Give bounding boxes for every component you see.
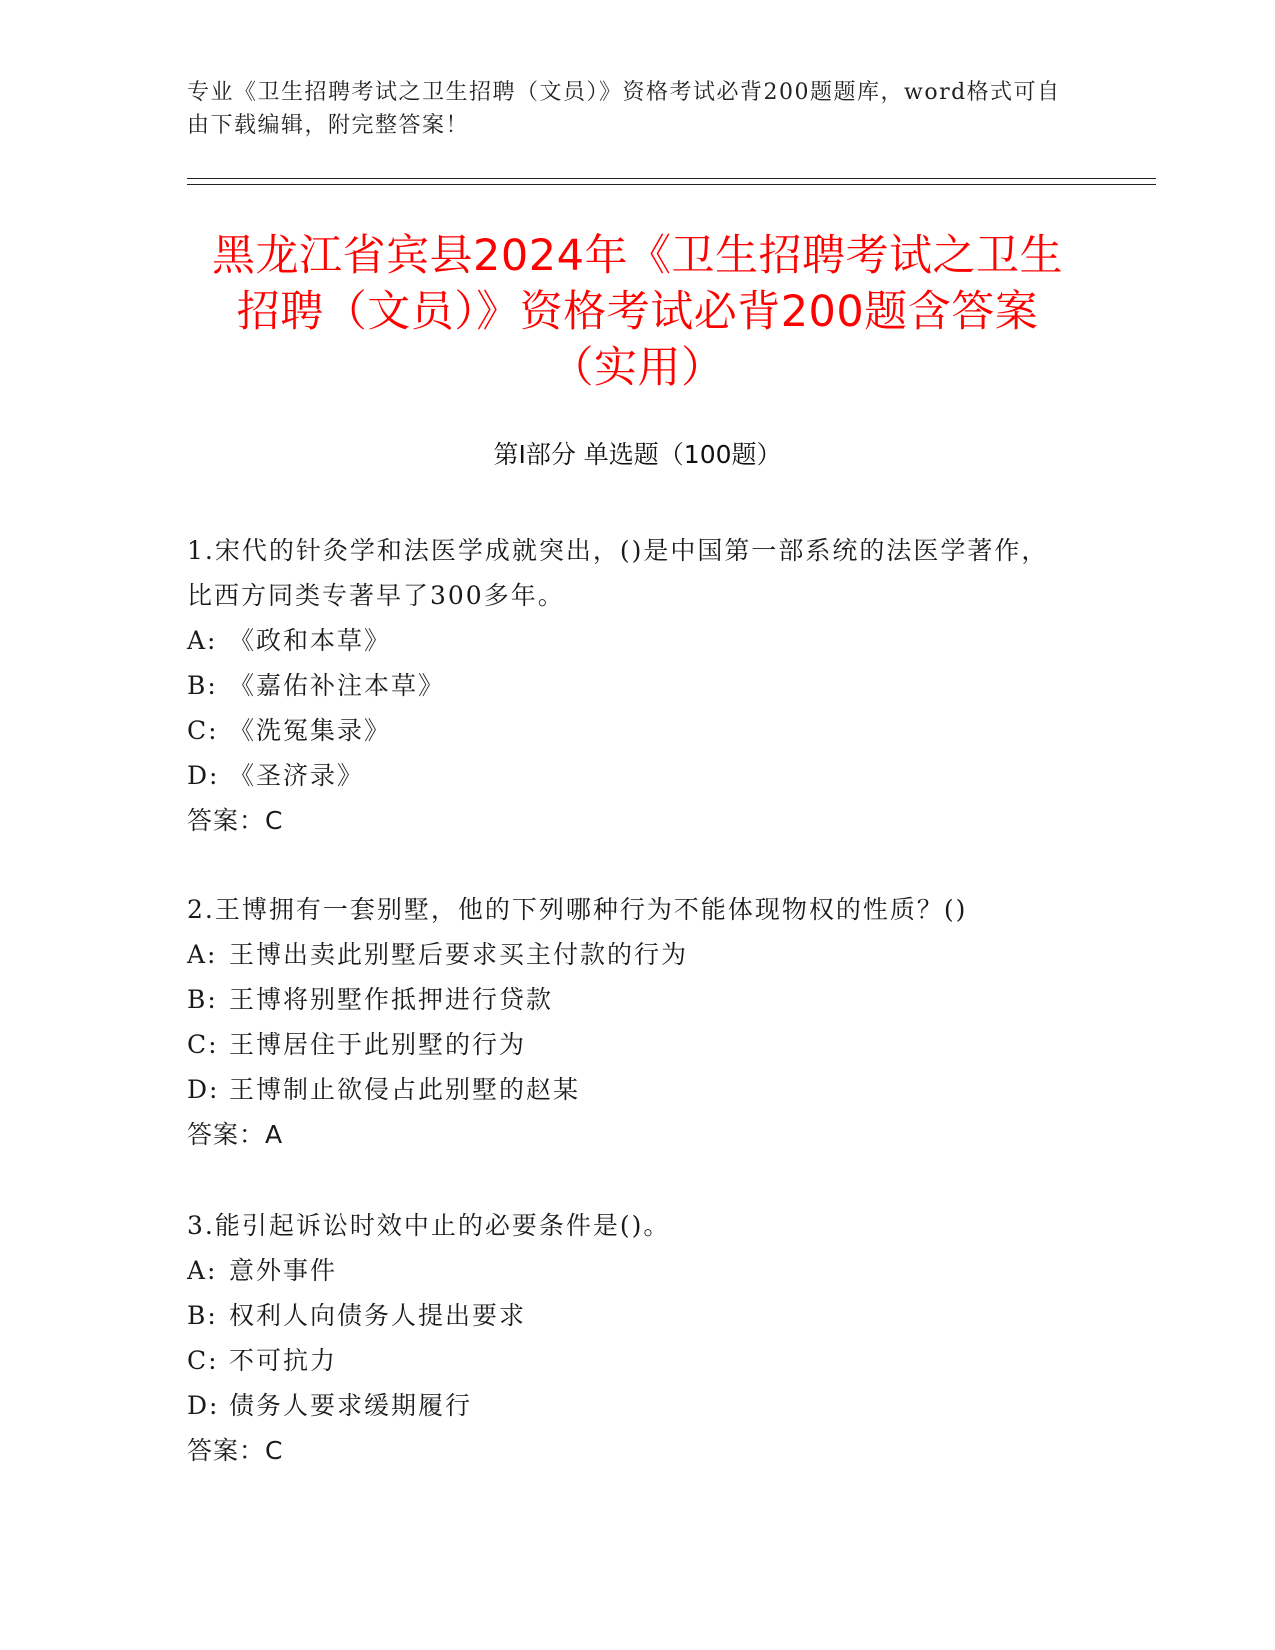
document-header-note: 专业《卫生招聘考试之卫生招聘（文员）》资格考试必背200题题库，word格式可自由下载编辑，附完整答案！ [187,80,1061,138]
option-text: 王博制止欲侵占此别墅的赵某 [229,1075,581,1104]
option-letter: B: [187,1301,218,1330]
header-divider-top [187,178,1156,179]
option-text: 《政和本草》 [229,626,392,655]
option-letter: C: [187,1346,219,1375]
option-d [187,1067,1067,1112]
question-3 [187,1203,1067,1473]
option-text: 《嘉佑补注本草》 [229,671,446,700]
option-text: 不可抗力 [229,1346,338,1375]
option-letter: C: [187,1030,219,1059]
title-line-2: 招聘（文员）》资格考试必背200题含答案 [236,287,1039,337]
option-c [187,1022,1067,1067]
question-stem: 1.宋代的针灸学和法医学成就突出，()是中国第一部系统的法医学著作，比西方同类专著早了300多年。 [187,536,1049,610]
option-letter: A: [187,1256,218,1285]
option-letter: B: [187,671,218,700]
option-b [187,663,1067,708]
section-heading: 第Ⅰ部分 单选题（100题） [493,440,782,469]
option-letter: D: [187,761,220,790]
option-a [187,1248,1067,1293]
option-text: 王博出卖此别墅后要求买主付款的行为 [229,940,689,969]
option-text: 债务人要求缓期履行 [229,1391,473,1420]
option-c [187,1338,1067,1383]
option-letter: C: [187,716,219,745]
option-text: 《圣济录》 [229,761,365,790]
option-b [187,1293,1067,1338]
option-letter: D: [187,1391,220,1420]
option-c [187,708,1067,753]
title-line-1: 黑龙江省宾县2024年《卫生招聘考试之卫生 [212,231,1063,281]
answer-line: 答案：C [187,1436,284,1465]
option-d [187,1383,1067,1428]
question-2 [187,887,1067,1157]
option-letter: D: [187,1075,220,1104]
option-text: 王博居住于此别墅的行为 [229,1030,527,1059]
document-title [150,228,1125,396]
option-letter: A: [187,940,218,969]
title-line-3: （实用） [550,343,725,393]
question-stem: 3.能引起诉讼时效中止的必要条件是()。 [187,1211,671,1240]
option-d [187,753,1067,798]
option-a [187,618,1067,663]
option-text: 意外事件 [229,1256,338,1285]
option-b [187,977,1067,1022]
option-a [187,932,1067,977]
answer-line: 答案：C [187,806,284,835]
option-text: 《洗冤集录》 [229,716,392,745]
option-text: 权利人向债务人提出要求 [229,1301,527,1330]
option-letter: B: [187,985,218,1014]
answer-line: 答案：A [187,1120,284,1149]
option-letter: A: [187,626,218,655]
question-stem: 2.王博拥有一套别墅，他的下列哪种行为不能体现物权的性质？() [187,895,968,924]
header-divider-bottom [187,184,1156,185]
question-1 [187,528,1067,843]
option-text: 王博将别墅作抵押进行贷款 [229,985,554,1014]
